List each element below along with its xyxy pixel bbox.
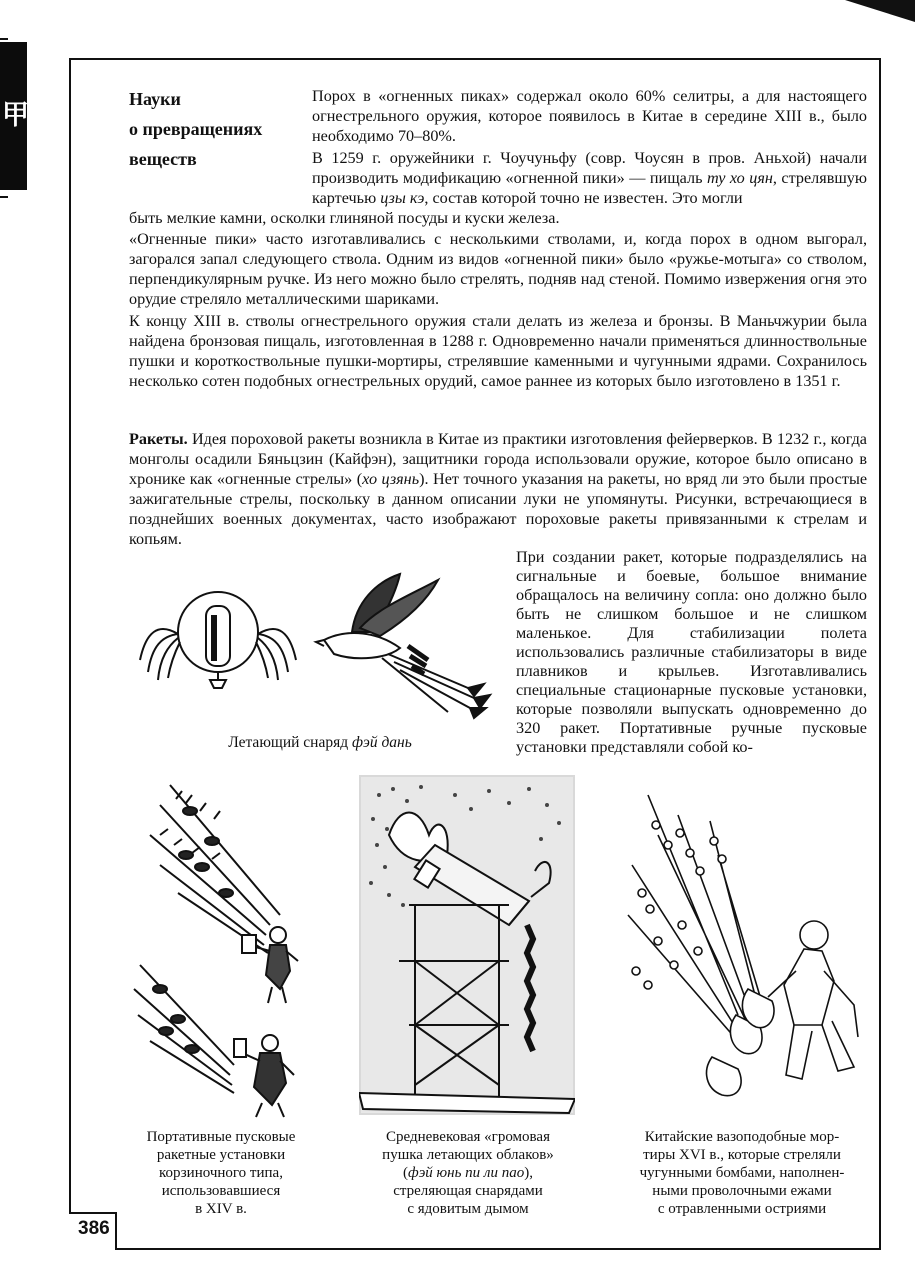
term-italic: цзы кэ [380, 189, 425, 207]
caption-vase-mortars [608, 1128, 876, 1218]
section-heading [129, 84, 262, 174]
crop-mark [0, 196, 8, 198]
text-run: В 1259 г. оружейники г. Чоучуньфу (совр. Чоусян в пров. Аньхой) начали производить модификацию «огненной пики» — пищаль [312, 149, 867, 187]
caption-line: ракетные установки [156, 1147, 286, 1163]
caption-flying-projectile [200, 734, 440, 752]
rockets-lead: Ракеты. [129, 430, 188, 448]
text-run: Идея пороховой ракеты возникла в Китае из практики изготовления фейерверков. В 1232 г., когда монголы осадили Бяньцзин (Кайфэн), защитники города использовали оружие, которое было описано в хронике как «огненные стрелы» ( [129, 430, 867, 488]
paragraph-fire-lances: «Огненные пики» часто изготавливались с несколькими стволами, и, когда порох в одном выгорал, загорался запал следующего ствола. Одним из видов «огненной пики» было «ружье-мотыга» со стволом, перпендикулярным ручке. Из него можно было стрелять, подняв над стеной. Помимо извержения огня это орудие стреляло металлическими шариками. [129, 230, 867, 308]
caption-line: чугунными бомбами, наполнен- [639, 1165, 845, 1181]
thunder-cannon-figure [359, 775, 575, 1115]
section-heading-line: Науки [129, 89, 181, 109]
caption-line: Китайские вазоподобные мор- [644, 1129, 840, 1145]
paragraph-rockets [129, 429, 867, 549]
caption-line: корзиночного типа, [159, 1165, 283, 1181]
caption-line: ными проволочными ежами [652, 1183, 832, 1199]
corner-arrow-icon [845, 0, 915, 22]
vase-mortars-figure [618, 775, 870, 1115]
text-run: ). Нет точного указания на ракеты, но вряд ли это были простые зажигательные стрелы, поскольку в данном описании луки не упомянуты. Рисунки, встречающиеся в позднейших военных документах, часто изображают пороховые ракеты привязанными к стрелам и копьям. [129, 470, 867, 548]
caption-line: с отравленными остриями [657, 1201, 827, 1217]
caption-line: тиры XVI в., которые стреляли [643, 1147, 841, 1163]
term-italic: ту хо цян [706, 169, 773, 187]
flying-projectile-figure [138, 562, 510, 722]
chapter-tab [0, 42, 27, 190]
caption-line: стреляющая снарядами [393, 1183, 543, 1199]
caption-term: фэй юнь пи ли пао [408, 1165, 525, 1181]
caption-thunder-cannon [350, 1128, 586, 1218]
page-number: 386 [78, 1218, 110, 1239]
caption-text: Летающий снаряд [228, 734, 352, 751]
section-heading-line: о превращениях [129, 119, 263, 139]
basket-rocket-launchers-figure [130, 775, 310, 1120]
term-italic: хо цзянь [362, 470, 420, 488]
caption-line: Средневековая «громовая [386, 1129, 550, 1145]
caption-line: с ядовитым дымом [407, 1201, 529, 1217]
paragraph-1259 [312, 148, 867, 208]
section-heading-line: веществ [129, 149, 197, 169]
caption-line: использовавшиеся [161, 1183, 281, 1199]
paragraph-nozzle: При создании ракет, которые подразделялись на сигнальные и боевые, большое внимание обращалось на величину сопла: оно должно было быть не слишком большое и не слишком маленькое. Для стабилизации полета использовались различные стабилизаторы в виде плавников и крыльев. Изготавливались специальные стационарные пусковые установки, которые позволяли выпускать одновременно до 320 ракет. Портативные ручные пусковые установки представляли собой ко- [516, 548, 867, 756]
text-run: , стрелявшую картечью [312, 169, 867, 207]
paragraph-powder: Порох в «огненных пиках» содержал около 60% селитры, а для настоящего огнестрельного оружия, которое появилось в Китае в середине XIII в., было необходимо 70–80%. [312, 87, 867, 145]
crop-mark [0, 38, 8, 40]
caption-line: пушка летающих облаков» [382, 1147, 554, 1163]
paragraph-1259-tail: быть мелкие камни, осколки глиняной посуды и куски железа. [129, 209, 560, 227]
caption-line: в XIV в. [195, 1201, 247, 1217]
text-run: , состав которой точно не известен. Это могли [424, 189, 743, 207]
caption-line: (фэй юнь пи ли пао), [403, 1165, 533, 1181]
chapter-glyph: 甲 [2, 100, 29, 131]
caption-term: фэй дань [352, 734, 412, 751]
paragraph-xiii-century: К концу XIII в. стволы огнестрельного оружия стали делать из железа и бронзы. В Маньчжурии была найдена бронзовая пищаль, изготовленная в 1288 г. Одновременно начали применяться длинноствольные пушки и короткоствольные пушки-мортиры, стрелявшие каменными и чугунными ядрами. Сохранилось несколько сотен подобных огнестрельных орудий, самое раннее из которых было изготовлено в 1351 г. [129, 312, 867, 390]
caption-basket-launchers [128, 1128, 314, 1218]
caption-line: Портативные пусковые [146, 1129, 296, 1145]
